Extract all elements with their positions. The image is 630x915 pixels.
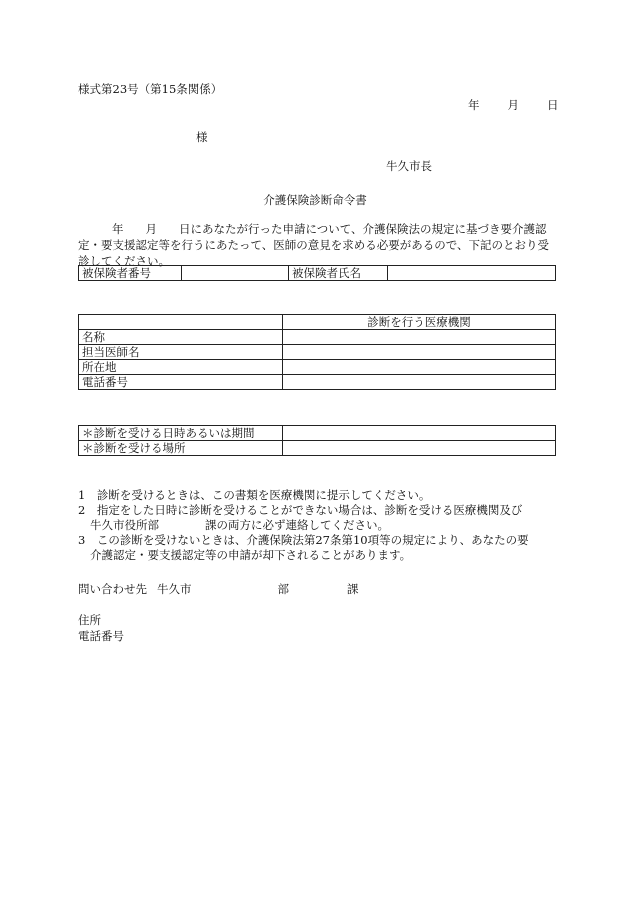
body-text: 日にあなたが行った申請について、介護保険法の規定に基づき要介護認定・要支援認定等を行うにあたって、医師の意見を求める必要があるので、下記のとおり受診してください。 <box>78 222 550 268</box>
date-day: 日 <box>547 98 559 112</box>
contact-details <box>78 612 124 644</box>
insured-number-value[interactable] <box>182 266 289 281</box>
notes-list <box>78 488 568 563</box>
note-item <box>78 533 568 548</box>
institution-label-doctor: 担当医師名 <box>79 345 283 360</box>
diagnosis-schedule-table <box>78 425 556 456</box>
body-month: 月 <box>145 222 157 236</box>
note-text: この診断を受けないときは、介護保険法第27条第10項等の規定により、あなたの要 <box>96 533 529 547</box>
addressee-suffix: 様 <box>196 130 208 144</box>
note-text: 指定をした日時に診断を受けることができない場合は、診断を受ける医療機関及び <box>96 503 523 517</box>
note-continuation: 介護認定・要支援認定等の申請が却下されることがあります。 <box>90 548 412 562</box>
institution-value-name[interactable] <box>283 330 556 345</box>
contact-section: 課 <box>347 582 359 596</box>
address-label: 住所 <box>78 613 101 627</box>
institution-header-blank <box>79 315 283 330</box>
institution-label-phone: 電話番号 <box>79 375 283 390</box>
document-title: 介護保険診断命令書 <box>263 193 367 207</box>
note-item <box>78 488 568 503</box>
table-row <box>79 426 556 441</box>
institution-value-phone[interactable] <box>283 375 556 390</box>
phone-label: 電話番号 <box>78 629 124 643</box>
table-row <box>79 375 556 390</box>
contact-line <box>78 582 359 597</box>
table-row <box>79 345 556 360</box>
contact-city: 牛久市 <box>157 582 192 596</box>
contact-department: 部 <box>277 582 289 596</box>
institution-value-address[interactable] <box>283 360 556 375</box>
note-text: 診断を受けるときは、この書類を医療機関に提示してください。 <box>96 488 431 502</box>
table-row <box>79 330 556 345</box>
schedule-label-datetime: ＊診断を受ける日時あるいは期間 <box>79 426 283 441</box>
issue-date <box>468 98 559 113</box>
date-month: 月 <box>507 98 519 112</box>
body-paragraph <box>78 221 560 269</box>
date-year: 年 <box>468 98 480 112</box>
note-number: 1 <box>78 488 86 502</box>
insured-number-label: 被保険者番号 <box>79 266 182 281</box>
institution-header: 診断を行う医療機関 <box>283 315 556 330</box>
insured-name-label: 被保険者氏名 <box>289 266 388 281</box>
schedule-label-place: ＊診断を受ける場所 <box>79 441 283 456</box>
note-item <box>78 503 568 518</box>
insured-person-table <box>78 265 556 281</box>
insured-name-value[interactable] <box>388 266 556 281</box>
note-number: 3 <box>78 533 86 547</box>
contact-label: 問い合わせ先 <box>78 582 147 596</box>
schedule-value-place[interactable] <box>283 441 556 456</box>
institution-label-name: 名称 <box>79 330 283 345</box>
schedule-value-datetime[interactable] <box>283 426 556 441</box>
table-row <box>79 441 556 456</box>
note-continuation: 牛久市役所部 課の両方に必ず連絡してください。 <box>90 518 389 532</box>
table-row <box>79 360 556 375</box>
body-year: 年 <box>112 222 124 236</box>
form-number: 様式第23号（第15条関係） <box>78 82 223 96</box>
note-number: 2 <box>78 503 86 517</box>
issuer-name: 牛久市長 <box>386 159 432 173</box>
medical-institution-table <box>78 314 556 390</box>
institution-label-address: 所在地 <box>79 360 283 375</box>
institution-value-doctor[interactable] <box>283 345 556 360</box>
